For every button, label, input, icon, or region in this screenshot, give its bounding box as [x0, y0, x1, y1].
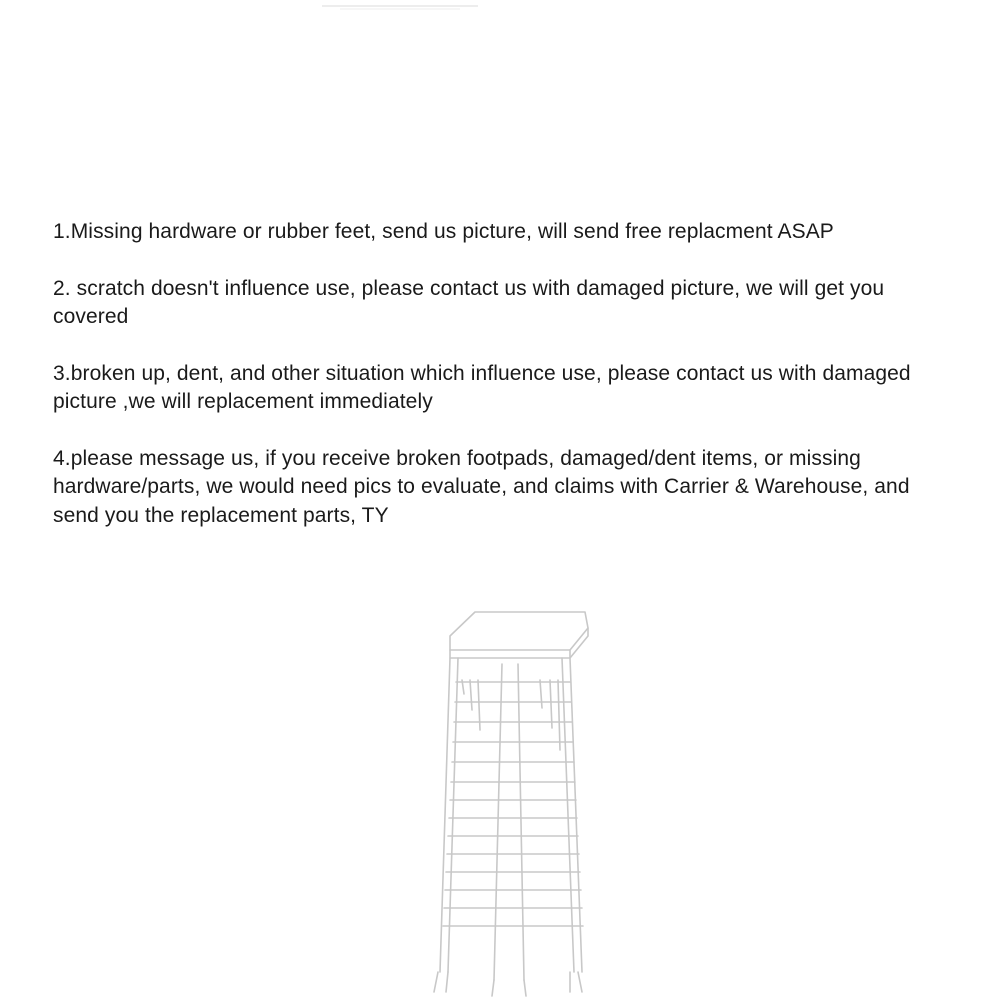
stacked-bar-stools-illustration [420, 600, 610, 1000]
note-4: 4.please message us, if you receive broken footpads, damaged/dent items, or missing hardware/parts, we would need pics to evaluate, and claims with Carrier & Warehouse, and send you the replacement parts, TY [53, 446, 910, 527]
care-instructions [53, 218, 958, 558]
top-sketch-remnant [300, 0, 500, 20]
note-1: 1.Missing hardware or rubber feet, send us picture, will send free replacment ASAP [53, 220, 834, 243]
note-3: 3.broken up, dent, and other situation which influence use, please contact us with damaged picture ,we will replacement immediately [53, 361, 911, 413]
note-2: 2. scratch doesn't influence use, please contact us with damaged picture, we will get you covered [53, 276, 885, 328]
